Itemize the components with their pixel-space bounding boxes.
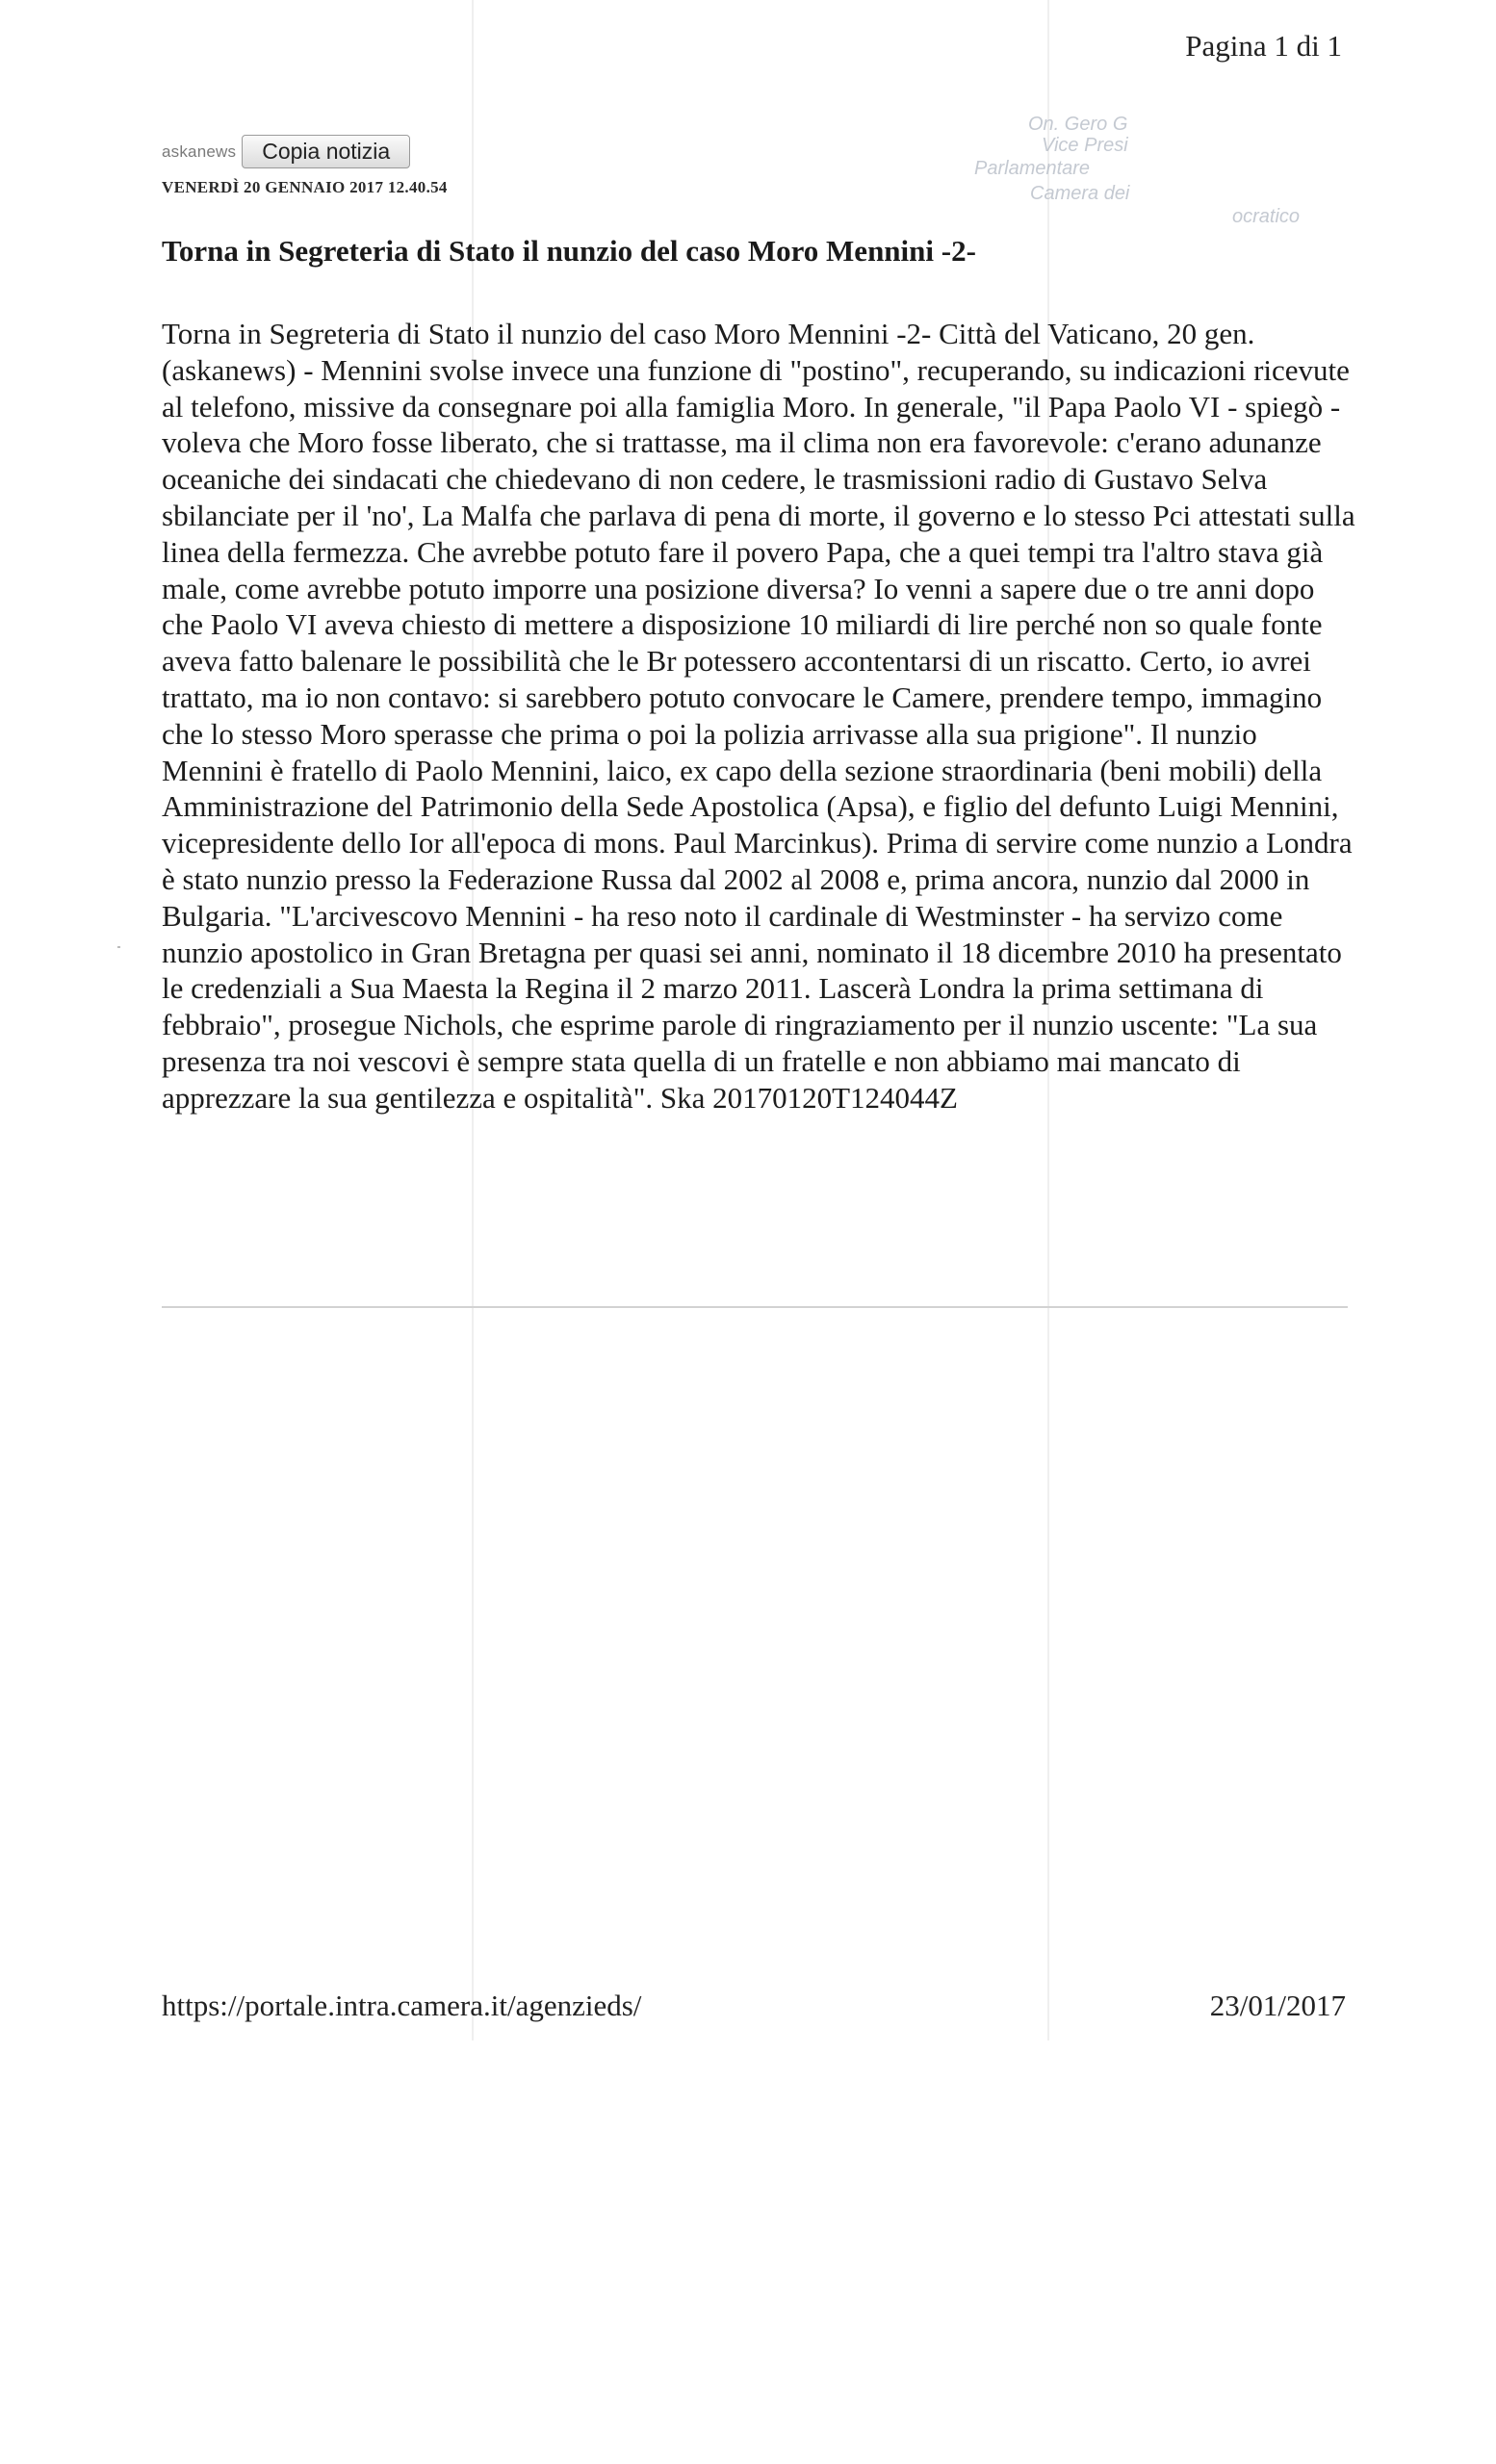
- article-headline: Torna in Segreteria di Stato il nunzio del caso Moro Mennini -2-: [162, 234, 976, 268]
- footer-date: 23/01/2017: [1209, 1989, 1346, 2022]
- copy-news-button[interactable]: Copia notizia: [242, 135, 410, 168]
- divider: [162, 1306, 1348, 1308]
- brand-logo: askanews: [162, 141, 237, 161]
- source-bar: [162, 135, 410, 168]
- article-body: Torna in Segreteria di Stato il nunzio del caso Moro Mennini -2- Città del Vaticano, 20 gen. (askanews) - Mennini svolse invece una funzione di "postino", recuperando, su indicazioni ricevute al telefono, missive da consegnare poi alla famiglia Moro. In generale, "il Papa Paolo VI - spiegò - voleva che Moro fosse liberato, che si trattasse, ma il clima non era favorevole: c'erano adunanze oceaniche dei sindacati che chiedevano di non cedere, le trasmissioni radio di Gustavo Selva sbilanciate per il 'no', La Malfa che parlava di pena di morte, il governo e lo stesso Pci attestati sulla linea della fermezza. Che avrebbe potuto fare il povero Papa, che a quei tempi tra l'altro stava già male, come avrebbe potuto imporre una posizione diversa? Io venni a sapere due o tre anni dopo che Paolo VI aveva chiesto di mettere a disposizione 10 miliardi di lire perché non so quale fonte aveva fatto balenare le possibilità che le Br potessero accontentarsi di un riscatto. Certo, io avrei trattato, ma io non contavo: si sarebbero potuto convocare le Camere, prendere tempo, immagino che lo stesso Moro sperasse che prima o poi la polizia arrivasse alla sua prigione". Il nunzio Mennini è fratello di Paolo Mennini, laico, ex capo della sezione straordinaria (beni mobili) della Amministrazione del Patrimonio della Sede Apostolica (Apsa), e figlio del defunto Luigi Mennini, vicepresidente dello Ior all'epoca di mons. Paul Marcinkus). Prima di servire come nunzio a Londra è stato nunzio presso la Federazione Russa dal 2002 al 2008 e, prima ancora, nunzio dal 2000 in Bulgaria. "L'arcivescovo Mennini - ha reso noto il cardinale di Westminster - ha servizo come nunzio apostolico in Gran Bretagna per quasi sei anni, nominato il 18 dicembre 2010 ha presentato le credenziali a Sua Maesta la Regina il 2 marzo 2011. Lascerà Londra la prima settimana di febbraio", prosegue Nichols, che esprime parole di ringraziamento per il nunzio uscente: "La sua presenza tra noi vescovi è sempre stata quella di un fratelle e non abbiamo mai mancato di apprezzare la sua gentilezza e ospitalità". Ska 20170120T124044Z: [162, 317, 1355, 1115]
- stamp-line: ocratico: [1232, 206, 1301, 227]
- stamp-line: Vice Presi: [1042, 135, 1128, 156]
- stamp-line: Camera dei: [1030, 183, 1130, 204]
- dateline: VENERDÌ 20 GENNAIO 2017 12.40.54: [162, 178, 448, 196]
- scan-speck: [117, 946, 120, 948]
- office-stamp: [953, 114, 1357, 248]
- footer-url: https://portale.intra.camera.it/agenzieds/: [162, 1989, 642, 2022]
- stamp-line: On. Gero G: [1028, 114, 1128, 135]
- page-indicator: Pagina 1 di 1: [1185, 29, 1342, 63]
- stamp-line: Parlamentare: [974, 158, 1091, 179]
